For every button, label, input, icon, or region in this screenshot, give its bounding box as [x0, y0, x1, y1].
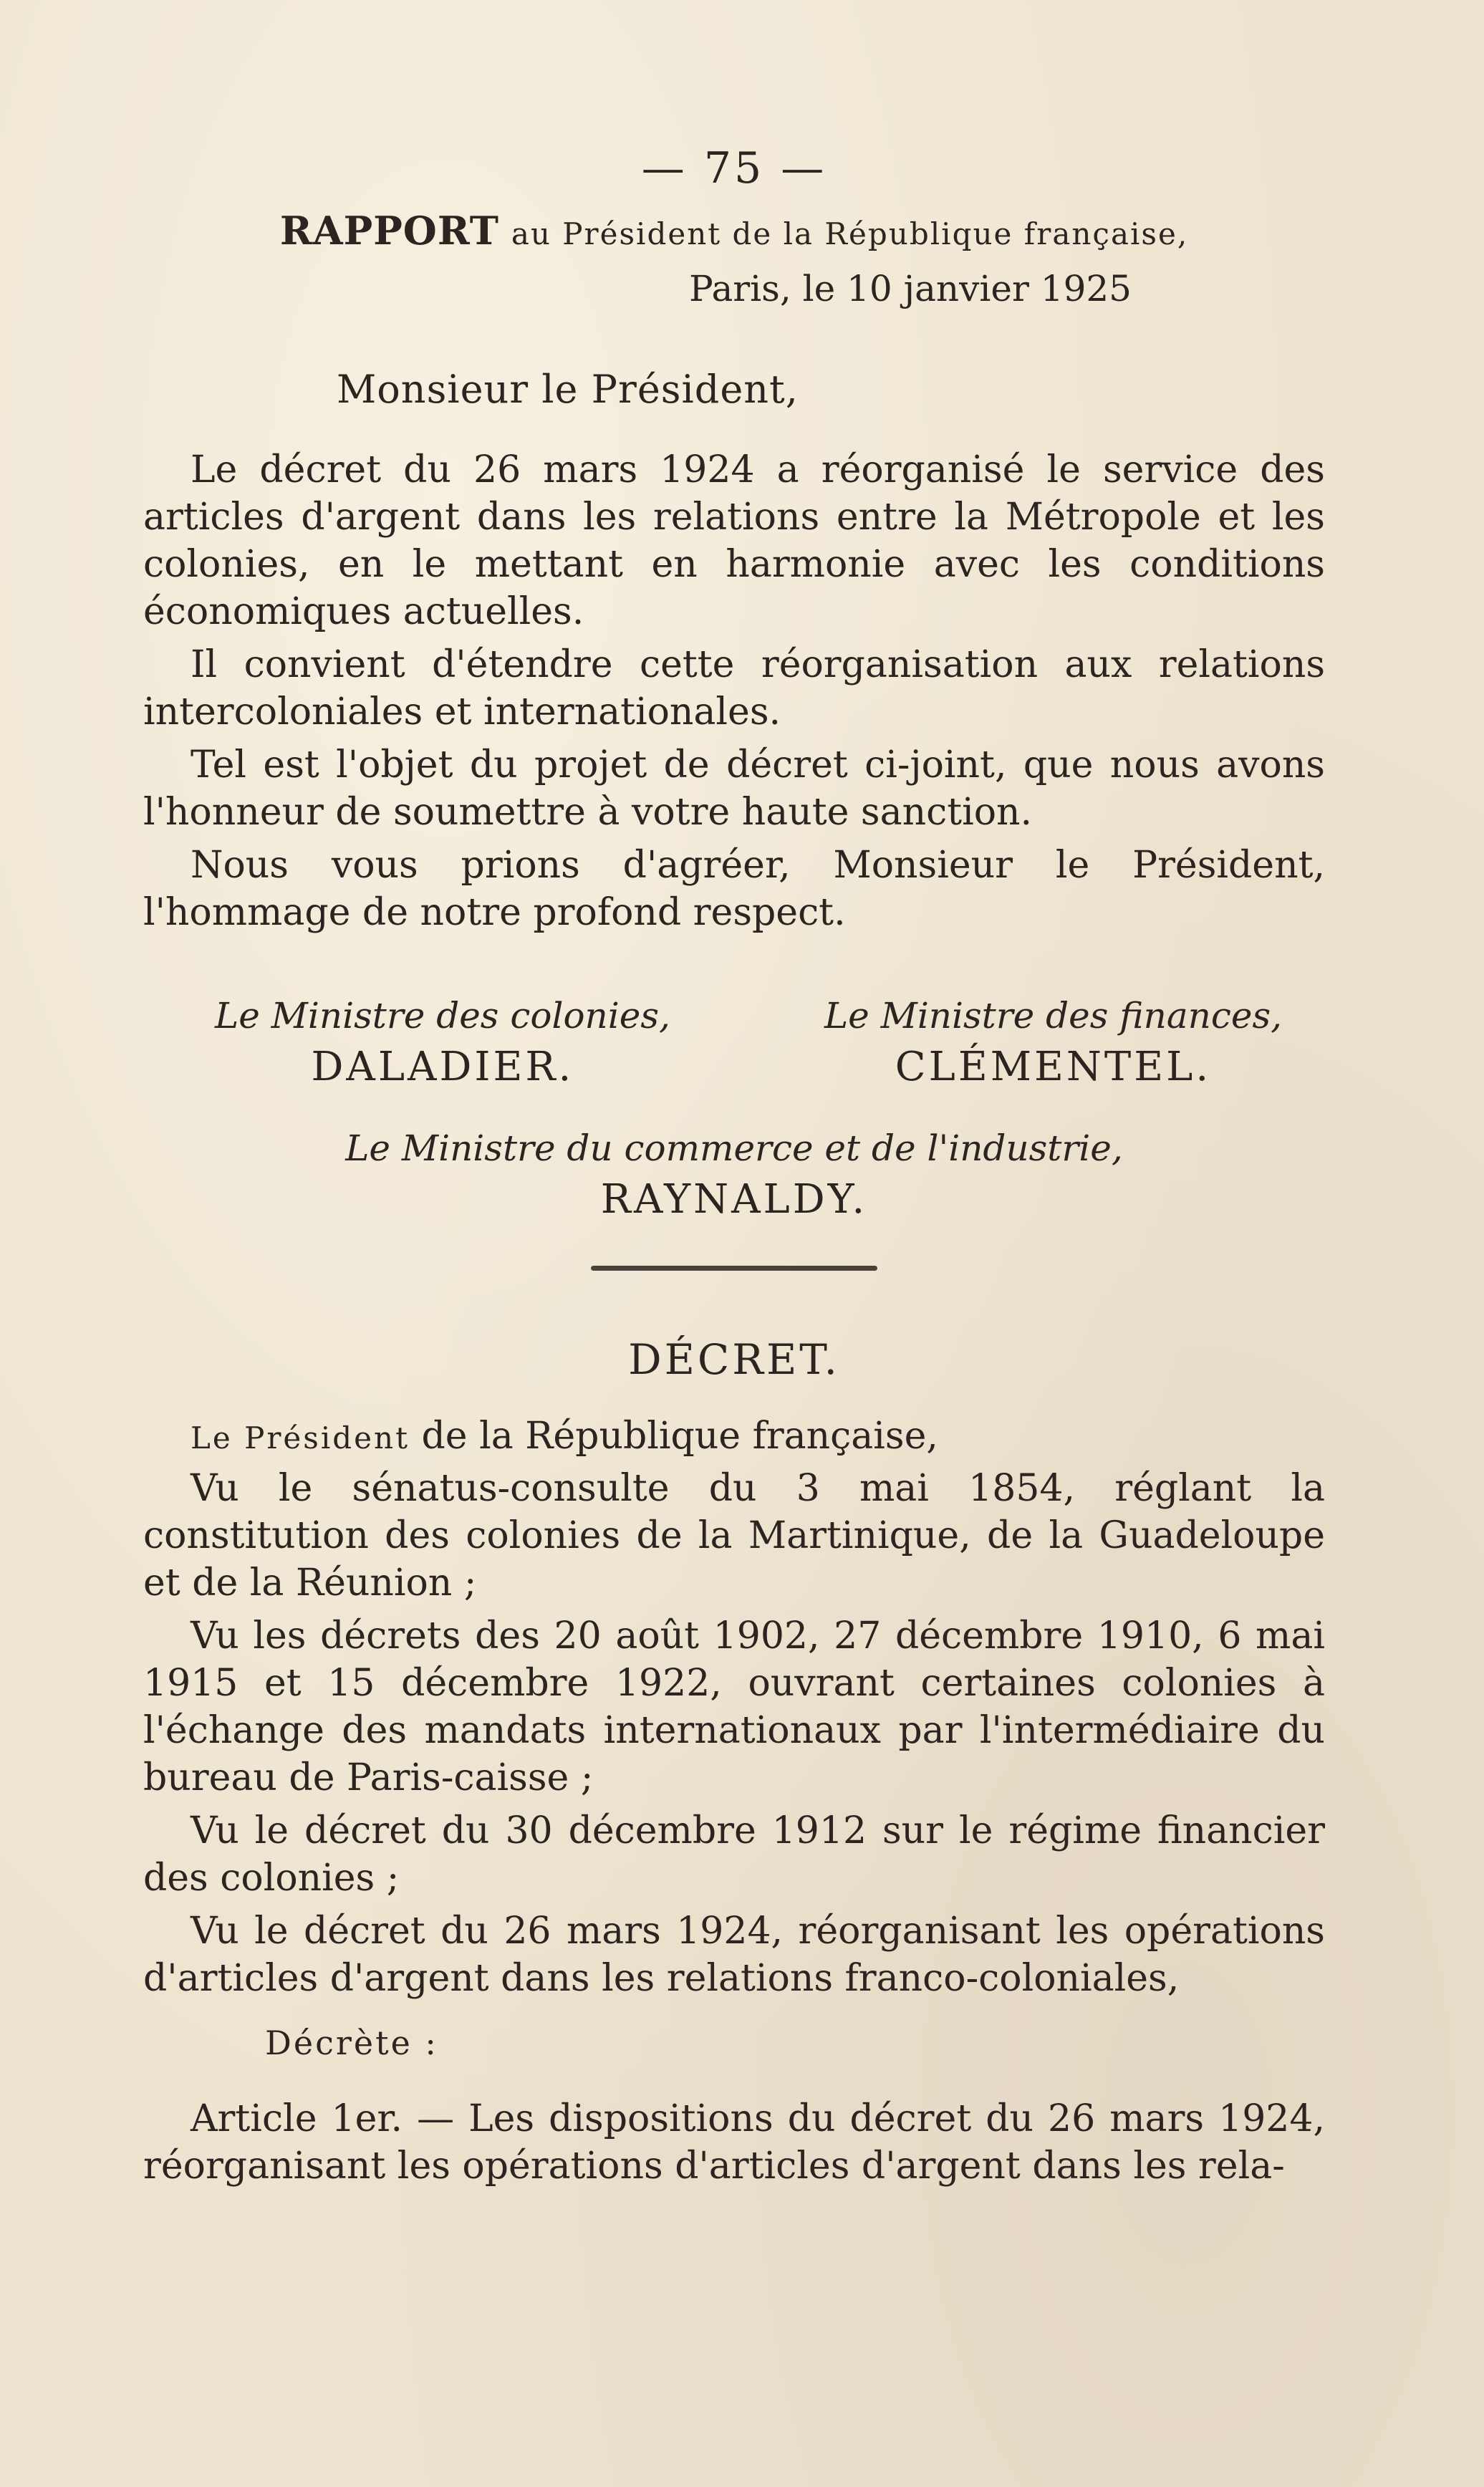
signature-title: Le Ministre des colonies,: [215, 995, 670, 1036]
decree-lead: [191, 1413, 1325, 1462]
page-number: — 75 —: [641, 143, 827, 193]
report-paragraph: Nous vous prions d'agréer, Monsieur le Président, l'hommage de notre profond respect.: [143, 844, 1325, 934]
decree-considerant: Vu le sénatus-consulte du 3 mai 1854, réglant la constitution des colonies de la Martinique, de la Guadeloupe et de la Réunion ;: [143, 1467, 1325, 1605]
signature-name: DALADIER.: [311, 1044, 574, 1090]
signature-finances: [824, 995, 1282, 1090]
article-1: [143, 2095, 1325, 2190]
report-title-rest: au Président de la République française,: [511, 216, 1189, 251]
signature-name: RAYNALDY.: [600, 1176, 868, 1223]
signature-row: [143, 995, 1325, 1090]
section-divider: [591, 1266, 877, 1271]
signature-name: CLÉMENTEL.: [895, 1044, 1212, 1090]
report-paragraph: Il convient d'étendre cette réorganisation aux relations intercoloniales et internationales.: [143, 643, 1325, 733]
decree-considerant: Vu les décrets des 20 août 1902, 27 décembre 1910, 6 mai 1915 et 15 décembre 1922, ouvrant certaines colonies à l'échange des mandats internationaux par l'intermédiaire du bureau de Paris-caisse ;: [143, 1615, 1325, 1799]
report-title: [143, 208, 1325, 254]
decree-lead-rest: de la République française,: [421, 1415, 938, 1458]
report-paragraph: Tel est l'objet du projet de décret ci-joint, que nous avons l'honneur de soumettre à votre haute sanction.: [143, 744, 1325, 834]
signature-title: Le Ministre du commerce et de l'industrie,: [345, 1127, 1123, 1169]
signature-colonies: [215, 995, 670, 1090]
signature-commerce: [143, 1127, 1325, 1223]
decrete-label: Décrète :: [265, 2024, 438, 2062]
signature-title: Le Ministre des finances,: [824, 995, 1282, 1036]
decree-heading: DÉCRET.: [628, 1335, 840, 1384]
salutation: Monsieur le Président,: [337, 367, 799, 412]
report-paragraph: Le décret du 26 mars 1924 a réorganisé le service des articles d'argent dans les relations entre la Métropole et les colonies, en le mettant en harmonie avec les conditions économiques actuelles.: [143, 448, 1325, 633]
report-title-lead: RAPPORT: [279, 208, 499, 254]
article-label: Article 1er.: [191, 2097, 403, 2140]
document-page: [143, 143, 1325, 2195]
date-line: Paris, le 10 janvier 1925: [689, 268, 1132, 309]
article-text: — Les dispositions du décret du 26 mars 1924, réorganisant les opérations d'articles d'argent dans les rela-: [143, 2097, 1326, 2188]
decree-lead-president: Le Président: [191, 1420, 410, 1456]
decree-considerant: Vu le décret du 30 décembre 1912 sur le régime financier des colonies ;: [143, 1809, 1325, 1900]
decree-considerant: Vu le décret du 26 mars 1924, réorganisant les opérations d'articles d'argent dans les relations franco-coloniales,: [143, 1910, 1325, 2000]
